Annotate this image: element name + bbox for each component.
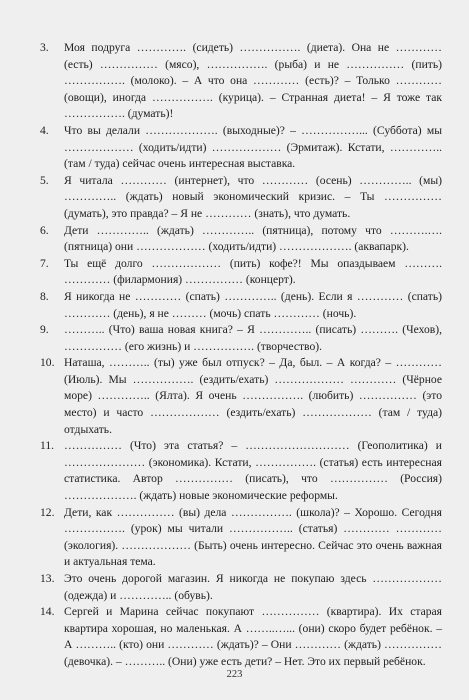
exercise-text: Дети ………….. (ждать) ………….. (пятница), потому что ……….…. (пятница) они ……………… (ходить/идти) ………………. (аквапарк).	[64, 223, 442, 254]
exercise-text: Я никогда не ………… (спать) ………….. (день). Если я ………… (спать) ………… (день), я не ……… (мочь) спать ………… (ночь).	[64, 289, 442, 320]
exercise-number: 12.	[40, 505, 55, 519]
exercise-number: 10.	[40, 356, 55, 370]
exercise-6	[40, 223, 442, 256]
exercise-text: Ты ещё долго ……………… (пить) кофе?! Мы опаздываем ………. ………… (филармония) …………… (концерт).	[64, 256, 442, 287]
exercise-14	[40, 604, 442, 670]
exercise-number: 4.	[40, 123, 49, 137]
exercise-number: 3.	[40, 41, 49, 54]
exercise-number: 5.	[40, 173, 49, 187]
exercise-number: 14.	[40, 605, 55, 619]
exercise-text: Наташа, ……….. (ты) уже был отпуск? – Да, был. – А когда? – ………… (Июль). Мы ……………. (ездить/ехать) ……………… ………… (Чёрное море) ………….. (Ялта). Я очень ……………. (любить) …………… (это место) и часто ……………… (ездить/ехать) ……………… (там / туда) отдыхать.	[64, 356, 442, 436]
exercise-text: Я читала ………… (интернет), что ………… (осень) ………….. (мы) ………….. (ждать) новый экономический кризис. – Ты …………… (думать), это правда? – Я не ………… (знать), что думать.	[64, 173, 442, 220]
exercise-number: 6.	[40, 223, 49, 237]
exercise-number: 8.	[40, 289, 49, 303]
exercise-3	[40, 40, 442, 123]
page-number: 223	[226, 669, 243, 680]
exercise-text: …………… (Что) эта статья? – ……………………… (Геополитика) и ………………… (экономика). Кстати, ……………. (статья) есть интересная статистика. Автор …………… (писать), что …………… (Россия) ………………. (ждать) новые экономические реформы.	[64, 439, 442, 503]
exercise-text: Это очень дорогой магазин. Я никогда не покупаю здесь ……………… (одежда) и ………….. (обувь).	[64, 572, 442, 602]
exercise-number: 13.	[40, 572, 55, 585]
exercise-text: Что вы делали ………………. (выходные)? – ……………... (Суббота) мы ……………… (ходить/идти) ……………… (Эрмитаж). Кстати, …………..(там / туда) сейчас очень интересная выставка.	[64, 123, 442, 171]
exercise-10	[40, 355, 442, 438]
exercise-5	[40, 173, 442, 223]
exercise-12	[40, 505, 442, 571]
exercise-number: 9.	[40, 323, 49, 337]
exercise-9	[40, 322, 442, 355]
exercise-11	[40, 438, 442, 504]
exercise-text: Дети, как …………… (вы) дела ……………. (школа)? – Хорошо. Сегодня ……………. (урок) мы читали …………….. (статья) ………… ………… (экология). ……………… (Быть) очень интересно. Сейчас это очень важная и актуальная тема.	[64, 505, 442, 569]
exercise-7	[40, 256, 442, 289]
exercise-number: 11.	[40, 439, 55, 453]
exercise-4	[40, 123, 442, 173]
exercise-text: Моя подруга …………. (сидеть) ……………. (диета). Она не ………… (есть) …………… (мясо), ……………. (рыба) и не …………… (пить) ……………. (молоко). – А что она ………… (есть)? – Только ………… (овощи), иногда ……………. (курица). – Странная диета! – Я тоже так ……………. (думать)!	[64, 41, 442, 121]
exercise-13	[40, 571, 442, 604]
exercise-8	[40, 289, 442, 322]
exercise-text: ……….. (Что) ваша новая книга? – Я ………….. (писать) ………. (Чехов), …………… (его жизнь) и ……………. (творчество).	[64, 323, 442, 353]
exercise-number: 7.	[40, 256, 49, 270]
exercise-text: Сергей и Марина сейчас покупают …………… (квартира). Их старая квартира хорошая, но маленькая. А ……..…... (они) скоро будет ребёнок. – А ……….. (кто) они ………… (ждать)? – Они ………… (ждать) …………… (девочка). – ……….. (Они) уже есть дети? – Нет. Это их первый ребёнок.	[64, 605, 442, 668]
exercise-list	[40, 40, 442, 671]
